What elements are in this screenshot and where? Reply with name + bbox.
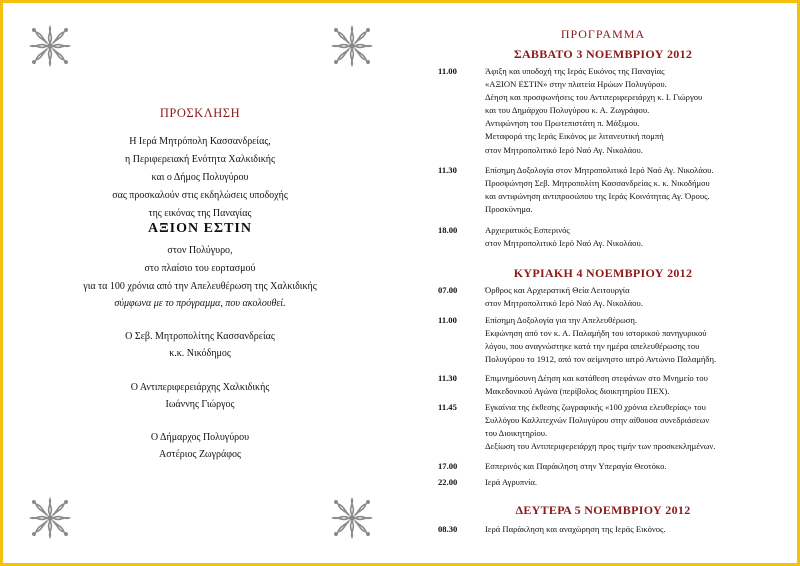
ornament-icon (28, 24, 72, 68)
ornament-icon (330, 24, 374, 68)
event-text: Άφιξη και υποδοχή της Ιεράς Εικόνος της Παναγίας (485, 66, 665, 76)
event-time: 11.00 (438, 66, 457, 76)
day-heading: ΔΕΥΤΕΡΑ 5 ΝΟΕΜΒΡΙΟΥ 2012 (515, 503, 691, 517)
signatory-name: κ.κ. Νικόδημος (169, 348, 231, 359)
event-text: Προσφώνηση Σεβ. Μητροπολίτη Κασσανδρείας κ. κ. Νικοδήμου (485, 178, 710, 189)
ornament-icon (330, 496, 374, 540)
signatory-title: Ο Σεβ. Μητροπολίτης Κασσανδρείας (125, 331, 275, 342)
event-text: Δέηση και προσφωνήσεις του Αντιπεριφερειάρχη κ. Ι. Γιώργου (485, 92, 703, 103)
event-time: 11.30 (438, 373, 457, 383)
invitation-line: και ο Δήμος Πολυγύρου (151, 172, 249, 183)
event-text: λόγου, που αναγνώστηκε κατά την ημέρα απελευθέρωσης του (485, 341, 700, 352)
event-text: Μεταφορά της Ιεράς Εικόνος με λιτανευτική πομπή (485, 131, 664, 142)
ornament-top-right (330, 24, 374, 68)
event-text: «ΑΞΙΟΝ ΕΣΤΙΝ» στην πλατεία Ηρώων Πολυγύρου. (485, 79, 667, 90)
event-text: και του Δημάρχου Πολυγύρου κ. Α. Ζωγράφου. (485, 105, 650, 116)
invitation-line: σύμφωνα με το πρόγραμμα, που ακολουθεί. (114, 298, 286, 309)
event-time: 08.30 (438, 524, 458, 534)
day-heading: ΚΥΡΙΑΚΗ 4 ΝΟΕΜΒΡΙΟΥ 2012 (513, 266, 693, 280)
event-time: 22.00 (438, 477, 458, 487)
event-text: Επίσημη Δοξολογία για την Απελευθέρωση. (485, 315, 638, 325)
invitation-line: στον Πολύγυρο, (167, 245, 233, 256)
event-text: Μακεδονικού Αγώνα (περίβολος διοικητηρίου ΠΕΧ). (485, 386, 670, 397)
event-text: Επίσημη Δοξολογία στον Μητροπολιτικό Ιερό Ναό Αγ. Νικολάου. (485, 165, 714, 175)
event-text: στον Μητροπολιτικό Ιερό Ναό Αγ. Νικολάου. (485, 144, 643, 155)
event-time: 07.00 (438, 285, 458, 295)
event-text: Όρθρος και Αρχιερατική Θεία Λειτουργία (485, 285, 630, 295)
ornament-bottom-right (330, 496, 374, 540)
invitation-line: σας προσκαλούν στις εκδηλώσεις υποδοχής (112, 190, 288, 201)
invitation-line: της εικόνας της Παναγίας (148, 208, 252, 219)
ornament-bottom-left (28, 496, 72, 540)
signatory-name: Ιωάννης Γιώργος (165, 399, 235, 410)
event-text: Αντιφώνηση του Πρωτεπιστάτη π. Μάξιμου. (485, 118, 640, 129)
event-text: του Διοικητηρίου. (485, 428, 548, 439)
ornament-icon (28, 496, 72, 540)
event-text: Ιερά Αγρυπνία. (485, 477, 538, 487)
event-text: Δεξίωση του Αντιπεριφερειάρχη προς τιμήν των προσκεκλημένων. (485, 441, 716, 452)
event-text: στον Μητροπολιτικό Ιερό Ναό Αγ. Νικολάου. (485, 238, 643, 249)
event-text: Ιερά Παράκληση και αναχώρηση της Ιεράς Εικόνος. (485, 524, 666, 534)
event-time: 17.00 (438, 461, 458, 471)
invitation-line: για τα 100 χρόνια από την Απελευθέρωση της Χαλκιδικής (83, 281, 317, 292)
event-time: 11.00 (438, 315, 457, 325)
program-title: ΠΡΟΓΡΑΜΜΑ (560, 27, 646, 41)
invitation-line: Η Ιερά Μητρόπολη Κασσανδρείας, (129, 136, 271, 147)
signatory-title: Ο Αντιπεριφερειάρχης Χαλκιδικής (130, 382, 270, 393)
event-text: Εσπερινός και Παράκληση στην Υπεραγία Θεοτόκο. (485, 461, 667, 471)
event-time: 18.00 (438, 225, 458, 235)
signatory-name: Αστέριος Ζωγράφος (158, 449, 242, 460)
icon-name: ΑΞΙΟΝ ΕΣΤΙΝ (148, 221, 252, 236)
invitation-title: ΠΡΟΣΚΛΗΣΗ (159, 106, 241, 120)
event-text: Συλλόγου Καλλιτεχνών Πολυγύρου στην αίθουσα συνεδριάσεων (485, 415, 710, 426)
event-text: στον Μητροπολιτικό Ιερό Ναό Αγ. Νικολάου. (485, 298, 643, 309)
event-text: Αρχιερατικός Εσπερινός (485, 225, 570, 235)
event-text: Προσκύνημα. (485, 204, 533, 215)
event-text: Επιμνημόσυνη Δέηση και κατάθεση στεφάνων στο Μνημείο του (485, 373, 708, 383)
invitation-line: στο πλαίσιο του εορτασμού (144, 263, 256, 274)
ornament-top-left (28, 24, 72, 68)
invitation-line: η Περιφερειακή Ενότητα Χαλκιδικής (125, 154, 275, 165)
event-time: 11.30 (438, 165, 457, 175)
signatory-title: Ο Δήμαρχος Πολυγύρου (150, 432, 250, 443)
event-text: Εκφώνηση από τον κ. Α. Παλαμήδη του ιστορικού πανηγυρικού (485, 328, 707, 339)
event-text: και αντιφώνηση αντιπροσώπου της Ιεράς Κοινότητας Αγ. Όρους. (485, 191, 710, 202)
day-heading: ΣΑΒΒΑΤΟ 3 ΝΟΕΜΒΡΙΟΥ 2012 (513, 47, 693, 61)
event-text: Πολυγύρου το 1912, από τον αείμνηστο ιατρό Αντώνιο Παλαμήδη. (485, 354, 717, 365)
event-time: 11.45 (438, 402, 457, 412)
event-text: Εγκαίνια της έκθεσης ζωγραφικής «100 χρόνια ελευθερίας» του (485, 402, 706, 412)
